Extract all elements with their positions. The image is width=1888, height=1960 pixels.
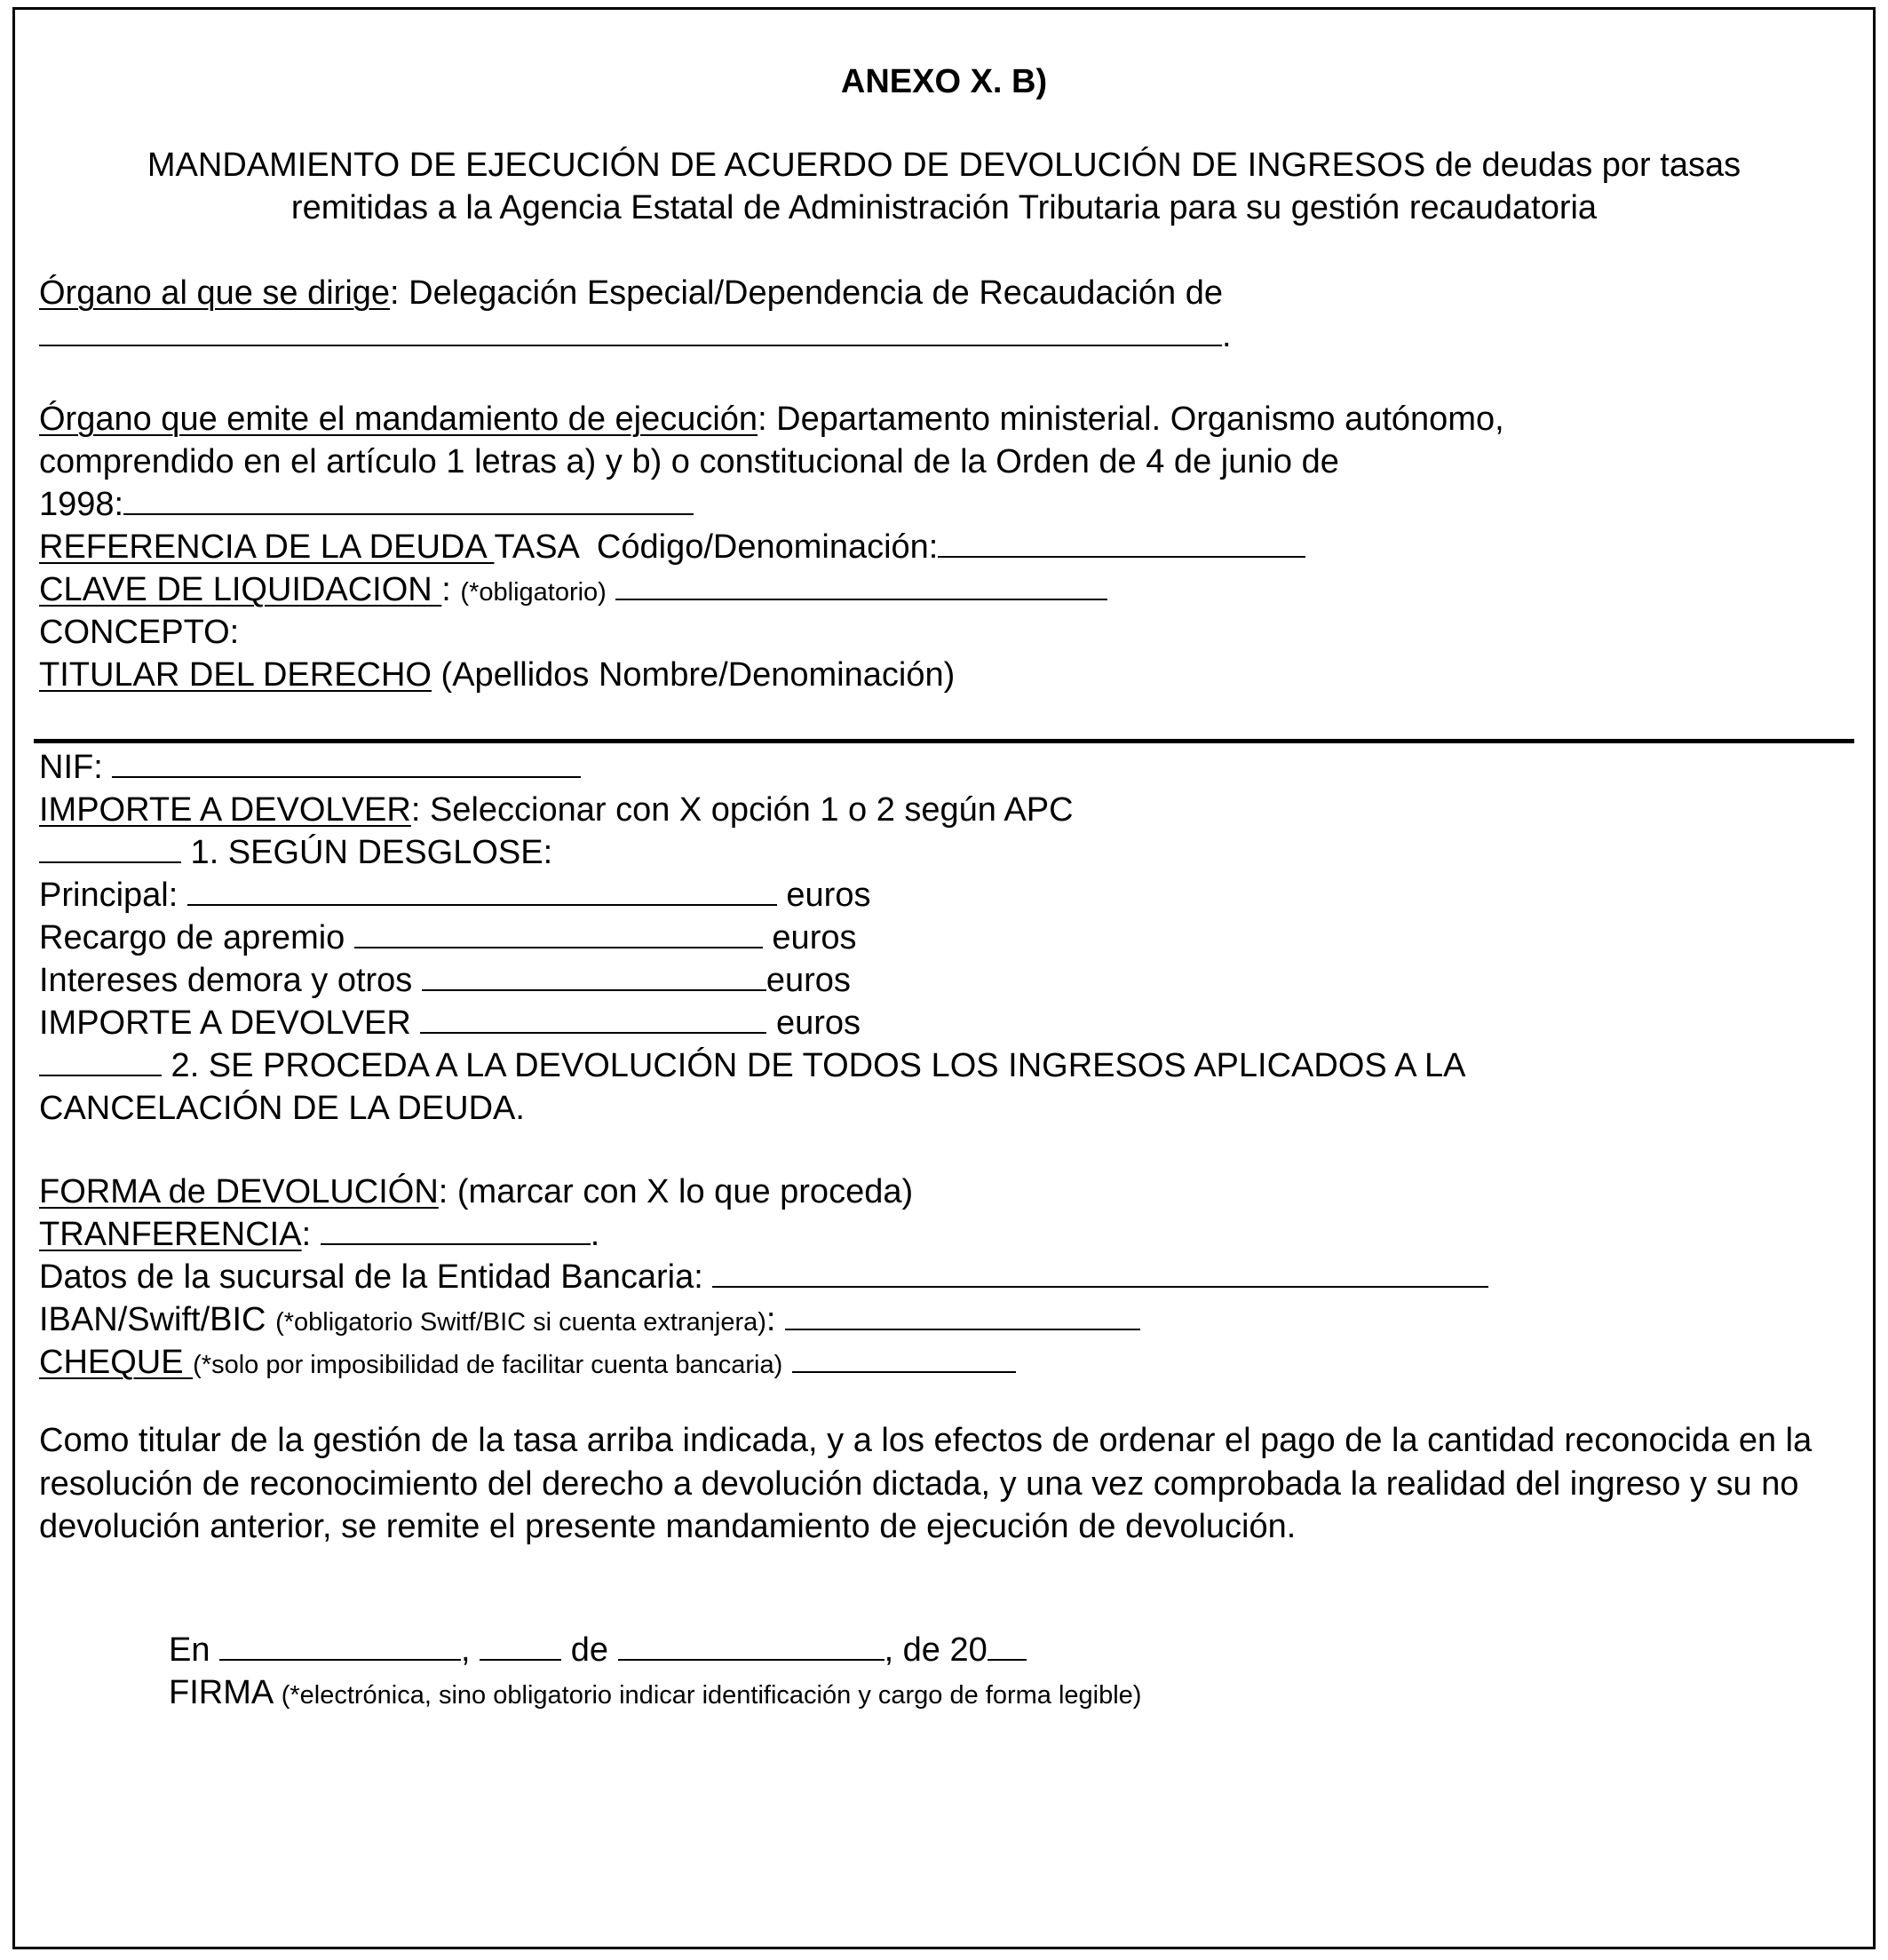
iban-field[interactable] xyxy=(785,1300,1140,1330)
fecha-de-20: , de 20 xyxy=(884,1631,988,1669)
organo-dirige-end: . xyxy=(1222,317,1232,354)
intereses-line xyxy=(39,959,851,1002)
iban-colon: : xyxy=(766,1301,786,1338)
fecha-mes-field[interactable] xyxy=(618,1631,885,1661)
transferencia-line: TRANFERENCIA: . xyxy=(39,1216,600,1253)
datos-sucursal-label: Datos de la sucursal de la Entidad Bancaria: xyxy=(39,1258,713,1296)
opcion-2-line-2: CANCELACIÓN DE LA DEUDA. xyxy=(39,1090,525,1127)
intereses-euros: euros xyxy=(766,962,851,999)
organo-dirige-label: Órgano al que se dirige xyxy=(39,274,391,312)
firma-label: FIRMA xyxy=(169,1674,282,1711)
concepto-line: CONCEPTO: xyxy=(39,614,240,651)
recargo-euros: euros xyxy=(772,919,857,956)
organo-emite-text-1: : Departamento ministerial. Organismo autónomo, xyxy=(758,401,1504,438)
firma-line xyxy=(169,1671,1141,1717)
titular-text: (Apellidos Nombre/Denominación) xyxy=(432,656,956,694)
opcion-1-checkbox[interactable] xyxy=(39,833,181,863)
importe-header-line xyxy=(39,789,1074,831)
cheque-field[interactable] xyxy=(792,1343,1016,1373)
datos-sucursal-line xyxy=(39,1256,1488,1298)
cheque-note: (*solo por imposibilidad de facilitar cuenta bancaria) xyxy=(193,1351,783,1379)
organo-emite-line-2: comprendido en el artículo 1 letras a) y b) o constitucional de la Orden de 4 de junio de xyxy=(39,443,1339,480)
clave-line xyxy=(39,568,1107,614)
iban-note: (*obligatorio Switf/BIC si cuenta extranjera) xyxy=(275,1308,766,1337)
opcion-2-checkbox[interactable] xyxy=(39,1046,162,1076)
clave-field[interactable] xyxy=(615,570,1107,600)
opcion-1-line xyxy=(39,831,552,874)
fecha-lugar-field[interactable] xyxy=(219,1631,461,1661)
iban-label: IBAN/Swift/BIC xyxy=(39,1301,276,1338)
cheque-line xyxy=(39,1341,1016,1386)
referencia-text: TASA Código/Denominación: xyxy=(494,528,939,566)
intereses-label: Intereses demora y otros xyxy=(39,962,422,999)
importe-total-field[interactable] xyxy=(420,1004,766,1034)
fecha-comma: , xyxy=(461,1631,480,1669)
organo-emite-field[interactable] xyxy=(123,485,694,515)
principal-label: Principal: xyxy=(39,877,187,914)
organo-emite-year: 1998: xyxy=(39,486,124,523)
titular-label: TITULAR DEL DERECHO xyxy=(39,656,432,694)
datos-sucursal-field[interactable] xyxy=(712,1258,1488,1288)
titular-line xyxy=(39,654,955,696)
form-heading: ANEXO X. B) xyxy=(840,63,1048,100)
importe-total-line xyxy=(39,1002,861,1044)
organo-dirige-line xyxy=(39,272,1223,314)
section-divider xyxy=(34,739,1854,743)
organo-emite-label: Órgano que emite el mandamiento de ejecución xyxy=(39,401,758,438)
opcion-1-label: 1. SEGÚN DESGLOSE: xyxy=(181,834,553,871)
importe-header-label: IMPORTE A DEVOLVER xyxy=(39,791,411,829)
principal-line xyxy=(39,874,870,917)
importe-total-euros: euros xyxy=(775,1004,861,1042)
opcion-2-label: 2. SE PROCEDA A LA DEVOLUCIÓN DE TODOS LOS INGRESOS APLICADOS A LA xyxy=(162,1047,1466,1084)
clave-note: (*obligatorio) xyxy=(460,578,607,607)
referencia-label: REFERENCIA DE LA DEUDA xyxy=(39,528,495,566)
form-subtitle-line-1: MANDAMIENTO DE EJECUCIÓN DE ACUERDO DE DEVOLUCIÓN DE INGRESOS de deudas por tasas xyxy=(147,147,1741,184)
recargo-label: Recargo de apremio xyxy=(39,919,354,956)
nif-field[interactable] xyxy=(112,748,581,778)
organo-dirige-field[interactable] xyxy=(39,316,1222,346)
clave-colon: : xyxy=(441,571,461,608)
fecha-de: de xyxy=(561,1631,618,1669)
forma-text: : (marcar con X lo que proceda) xyxy=(438,1173,914,1210)
principal-field[interactable] xyxy=(187,876,777,906)
recargo-field[interactable] xyxy=(354,918,763,948)
form-subtitle-line-2: remitidas a la Agencia Estatal de Administración Tributaria para su gestión recaudatoria xyxy=(290,189,1598,226)
transferencia-field[interactable] xyxy=(321,1215,591,1245)
clave-label: CLAVE DE LIQUIDACION xyxy=(39,571,442,608)
forma-line xyxy=(39,1170,913,1213)
fecha-en: En xyxy=(169,1631,220,1669)
intereses-field[interactable] xyxy=(422,961,766,991)
organo-emite-line-3 xyxy=(39,483,694,526)
nif-line xyxy=(39,746,581,789)
nif-label: NIF: xyxy=(39,749,113,786)
organo-dirige-text: : Delegación Especial/Dependencia de Recaudación de xyxy=(390,274,1224,312)
firma-note: (*electrónica, sino obligatorio indicar identificación y cargo de forma legible) xyxy=(281,1681,1142,1710)
fecha-dia-field[interactable] xyxy=(480,1631,561,1661)
transferencia-label: TRANFERENCIA xyxy=(39,1216,302,1253)
transferencia-colon: : xyxy=(301,1216,321,1253)
declaracion-paragraph: Como titular de la gestión de la tasa arriba indicada, y a los efectos de ordenar el pago de la cantidad reconocida en la resolución de reconocimiento del derecho a devolución dictada, y una vez comprobada la realidad del ingreso y su no devolución anterior, se remite el presente mandamiento de ejecución de devolución. xyxy=(39,1422,1813,1545)
recargo-line xyxy=(39,917,856,959)
opcion-2-line-1 xyxy=(39,1044,1465,1087)
principal-euros: euros xyxy=(786,877,871,914)
fecha-line xyxy=(169,1629,1027,1671)
importe-header-text: : Seleccionar con X opción 1 o 2 según APC xyxy=(410,791,1074,829)
forma-label: FORMA de DEVOLUCIÓN xyxy=(39,1173,439,1210)
importe-total-label: IMPORTE A DEVOLVER xyxy=(39,1004,421,1042)
referencia-line xyxy=(39,526,1305,568)
referencia-field[interactable] xyxy=(938,528,1305,558)
cheque-label: CHEQUE xyxy=(39,1344,194,1381)
fecha-anio-field[interactable] xyxy=(988,1631,1027,1661)
iban-line xyxy=(39,1298,1140,1344)
organo-dirige-blank-line xyxy=(39,314,1232,357)
organo-emite-line-1 xyxy=(39,398,1504,440)
